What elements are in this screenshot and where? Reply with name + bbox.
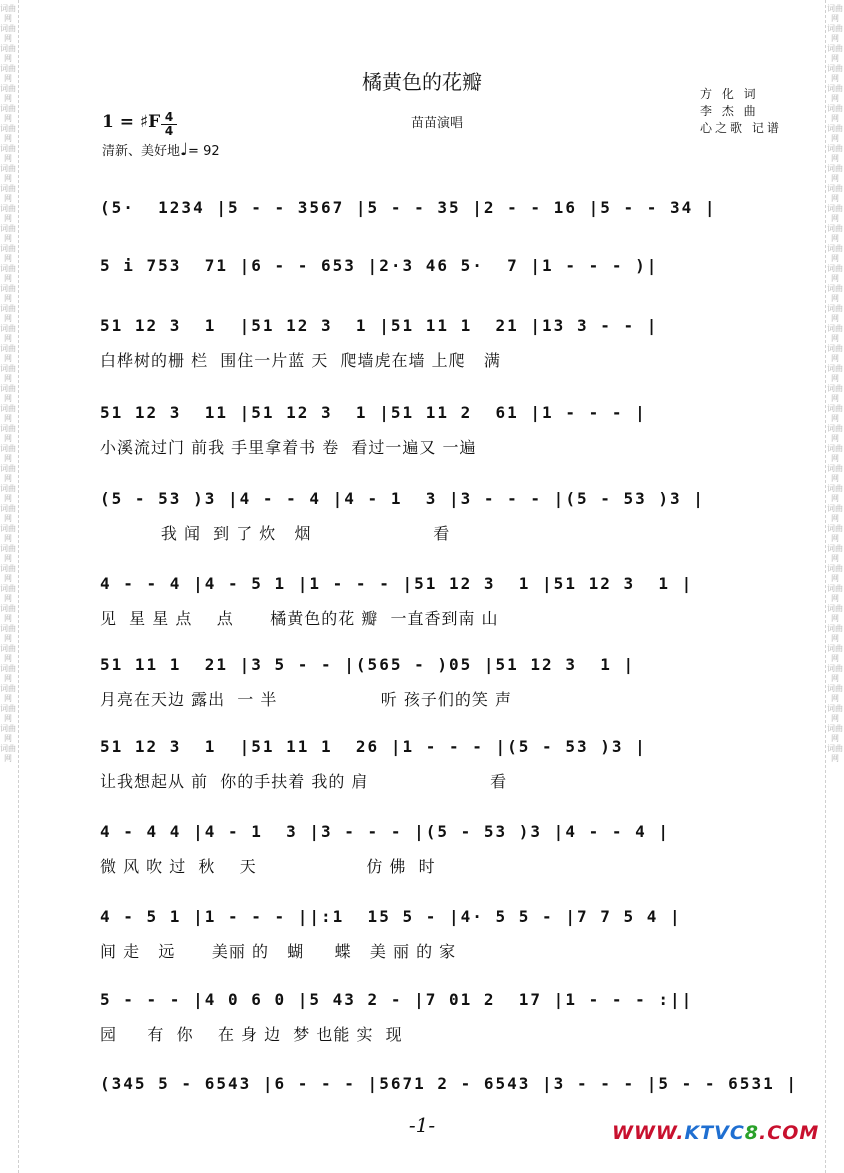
score-line: [100, 574, 790, 638]
notation-line: (345 5 - 6543 |6 - - - |5671 2 - 6543 |3 - - - |5 - - 6531 |: [100, 1074, 798, 1093]
lyrics-line: 微 风 吹 过 秋 天 仿 佛 时: [100, 857, 436, 876]
song-title: 橘黄色的花瓣: [362, 70, 482, 94]
lyrics-line: 见 星 星 点 点 橘黄色的花 瓣 一直香到南 山: [100, 609, 499, 628]
lyrics-line: 白桦树的栅 栏 围住一片蓝 天 爬墙虎在墙 上爬 满: [100, 351, 501, 370]
right-margin-watermark: [825, 0, 844, 1173]
lyrics-line: 我 闻 到 了 炊 烟 看: [100, 524, 451, 543]
lyrics-line: 园 有 你 在 身 边 梦 也能 实 现: [100, 1025, 403, 1044]
credits: [700, 86, 782, 137]
notation-line: 51 12 3 1 |51 12 3 1 |51 11 1 21 |13 3 - - |: [100, 316, 659, 335]
score-line: [100, 198, 790, 262]
key-signature: 1 = ♯F: [102, 112, 161, 132]
site-number: 8: [744, 1122, 760, 1144]
notation-line: 51 12 3 1 |51 11 1 26 |1 - - - |(5 - 53 )3 |: [100, 737, 647, 756]
notation-line: 4 - 4 4 |4 - 1 3 |3 - - - |(5 - 53 )3 |4 - - 4 |: [100, 822, 671, 841]
site-prefix: WWW.: [612, 1122, 685, 1144]
margin-watermark-text: 词曲网 词曲网 词曲网 词曲网 词曲网 词曲网 词曲网 词曲网 词曲网 词曲网 词曲网 词曲网 词曲网 词曲网 词曲网 词曲网 词曲网 词曲网 词曲网 词曲网 词曲网 词曲网 词曲网 词曲网 词曲网 词曲网 词曲网 词曲网 词曲网 词曲网 词曲网 词曲网 词曲网 词曲网 词曲网 词曲网 词曲网 词曲网: [0, 4, 16, 763]
page-number: -1-: [408, 1113, 436, 1137]
score-line: [100, 907, 790, 971]
transcriber-credit: 心之歌 记谱: [700, 121, 782, 135]
left-margin-watermark: [0, 0, 19, 1173]
notation-line: 4 - 5 1 |1 - - - ||:1 15 5 - |4· 5 5 - |7 7 5 4 |: [100, 907, 682, 926]
time-signature-bottom: 4: [164, 124, 174, 138]
notation-line: 4 - - 4 |4 - 5 1 |1 - - - |51 12 3 1 |51 12 3 1 |: [100, 574, 694, 593]
score-line: [100, 403, 790, 467]
lyrics-line: 月亮在天边 露出 一 半 听 孩子们的笑 声: [100, 690, 512, 709]
site-watermark: [612, 1122, 819, 1144]
tempo-marking: [102, 140, 220, 160]
site-name: KTVC: [684, 1122, 745, 1144]
lyricist-credit: 方 化 词: [700, 87, 759, 101]
score-line: [100, 990, 790, 1054]
notation-line: 51 11 1 21 |3 5 - - |(565 - )05 |51 12 3 1 |: [100, 655, 636, 674]
composer-credit: 李 杰 曲: [700, 104, 759, 118]
score-line: [100, 316, 790, 380]
notation-line: (5 - 53 )3 |4 - - 4 |4 - 1 3 |3 - - - |(5 - 53 )3 |: [100, 489, 705, 508]
time-signature-top: 4: [161, 111, 177, 125]
score-line: [100, 737, 790, 801]
score-line: [100, 489, 790, 553]
margin-watermark-text: 词曲网 词曲网 词曲网 词曲网 词曲网 词曲网 词曲网 词曲网 词曲网 词曲网 词曲网 词曲网 词曲网 词曲网 词曲网 词曲网 词曲网 词曲网 词曲网 词曲网 词曲网 词曲网 词曲网 词曲网 词曲网 词曲网 词曲网 词曲网 词曲网 词曲网 词曲网 词曲网 词曲网 词曲网 词曲网 词曲网 词曲网 词曲网: [827, 4, 843, 763]
singer-credit: 苗苗演唱: [411, 116, 464, 131]
quarter-note-icon: ♩: [180, 140, 189, 160]
site-suffix: .COM: [759, 1122, 820, 1144]
notation-line: 5 i 753 71 |6 - - 653 |2·3 46 5· 7 |1 - - - )|: [100, 256, 659, 275]
tempo-expression: 清新、美好地: [102, 144, 181, 159]
score-line: [100, 822, 790, 886]
score-line: [100, 655, 790, 719]
lyrics-line: 让我想起从 前 你的手扶着 我的 肩 看: [100, 772, 508, 791]
notation-line: 51 12 3 11 |51 12 3 1 |51 11 2 61 |1 - - - |: [100, 403, 647, 422]
notation-line: 5 - - - |4 0 6 0 |5 43 2 - |7 01 2 17 |1 - - - :||: [100, 990, 694, 1009]
lyrics-line: 间 走 远 美丽 的 蝴 蝶 美 丽 的 家: [100, 942, 457, 961]
time-signature: [161, 111, 177, 138]
lyrics-line: 小溪流过门 前我 手里拿着书 卷 看过一遍又 一遍: [100, 438, 477, 457]
tempo-value: = 92: [188, 144, 220, 159]
score-line: [100, 256, 790, 320]
notation-line: (5· 1234 |5 - - 3567 |5 - - 35 |2 - - 16 |5 - - 34 |: [100, 198, 717, 217]
